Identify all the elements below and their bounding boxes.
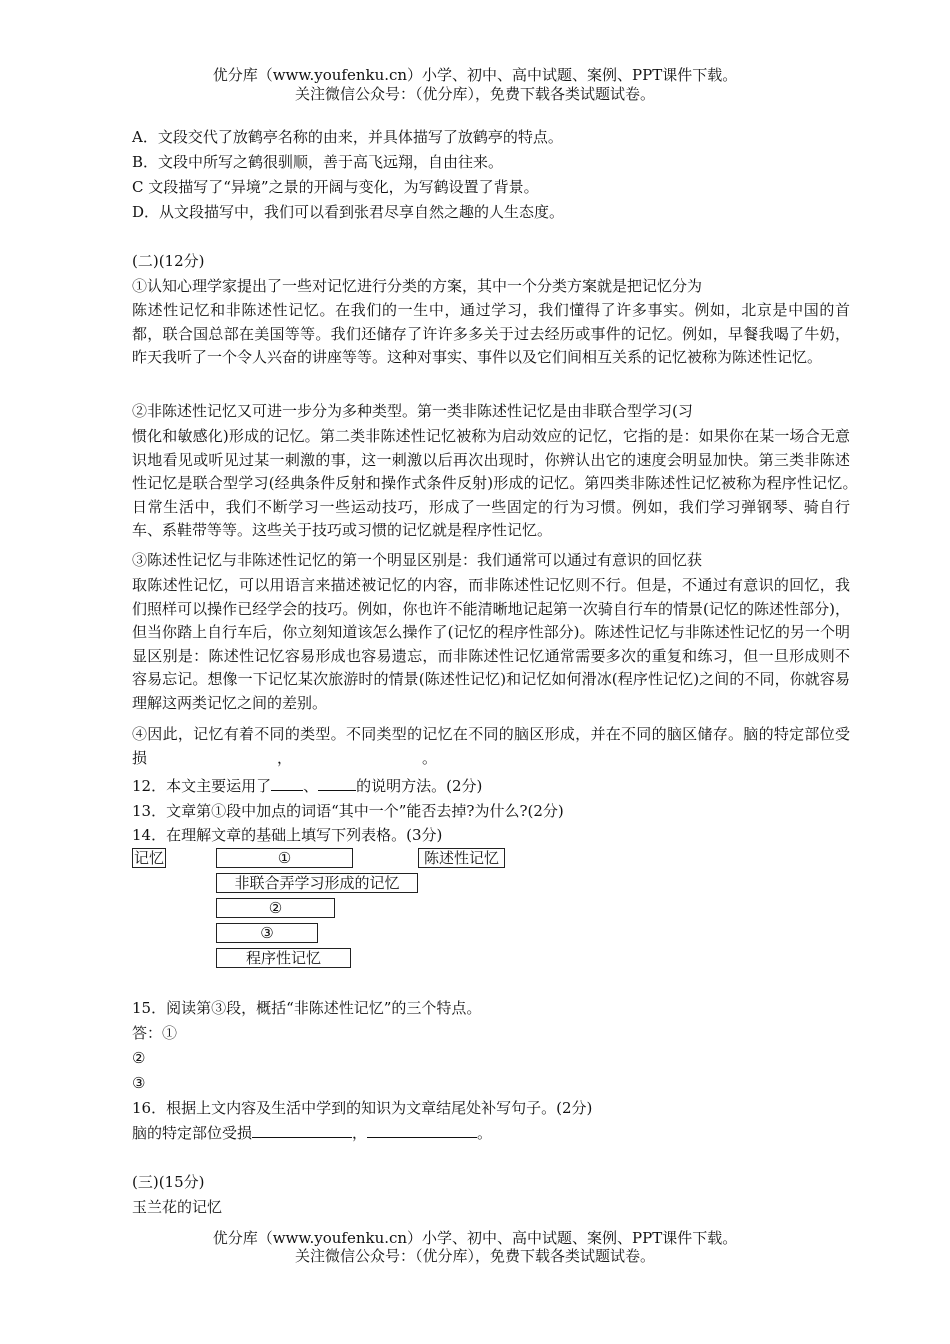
table-blank-3[interactable]: ③ bbox=[216, 923, 318, 943]
question-15-answer-1: 答：① bbox=[132, 1024, 178, 1042]
paragraph-4 bbox=[132, 723, 850, 770]
option-d: D．从文段描写中，我们可以看到张君尽享自然之趣的人生态度。 bbox=[132, 203, 565, 221]
question-16: 16．根据上文内容及生活中学到的知识为文章结尾处补写句子。(2分) bbox=[132, 1099, 593, 1117]
question-12-suffix: 的说明方法。(2分) bbox=[356, 777, 483, 795]
paragraph-4-tail: 特定部位受损 bbox=[132, 725, 850, 767]
question-15: 15．阅读第③段，概括“非陈述性记忆”的三个特点。 bbox=[132, 999, 482, 1017]
option-b: B．文段中所写之鹤很驯顺，善于高飞远翔，自由往来。 bbox=[132, 153, 504, 171]
paragraph-3-body: 取陈述性记忆，可以用语言来描述被记忆的内容，而非陈述性记忆则不行。但是，不通过有意识的回忆，我们照样可以操作已经学会的技巧。例如，你也许不能清晰地记起第一次骑自行车的情景(记忆的陈述性部分)，但当你踏上自行车后，你立刻知道该怎么操作了(记忆的程序性部分)。陈述性记忆与非陈述性记忆的另一个明显区别是：陈述性记忆容易形成也容易遗忘，而非陈述性记忆通常需要多次的重复和练习，但一旦形成则不容易忘记。想像一下记忆某次旅游时的情景(陈述性记忆)和记忆如何滑冰(程序性记忆)之间的不同，你就容易理解这两类记忆之间的差别。 bbox=[132, 576, 850, 712]
question-16-answer-line bbox=[132, 1122, 492, 1144]
question-15-answer-2: ② bbox=[132, 1049, 146, 1067]
paragraph-4-comma: ， bbox=[277, 748, 293, 767]
table-procedural-memory: 程序性记忆 bbox=[216, 948, 351, 968]
paragraph-1-first-line: ①认知心理学家提出了一些对记忆进行分类的方案，其中一个分类方案就是把记忆分为 bbox=[132, 277, 703, 295]
question-16-prefix: 脑的特定部位受损 bbox=[132, 1124, 253, 1142]
question-12-separator: 、 bbox=[303, 777, 319, 795]
table-declarative-memory: 陈述性记忆 bbox=[418, 848, 505, 868]
paragraph-4-end: 。 bbox=[422, 748, 438, 767]
section-2-title: (二)(12分) bbox=[132, 252, 205, 270]
footer-line-2: 关注微信公众号：（优分库），免费下载各类试题试卷。 bbox=[294, 1247, 655, 1265]
header-line-1: 优分库（www.youfenku.cn）小学、初中、高中试题、案例、PPT课件下载。 bbox=[212, 66, 738, 84]
question-12-text: 12．本文主要运用了 bbox=[132, 777, 272, 795]
answer-blank-16a[interactable] bbox=[252, 1122, 352, 1138]
question-12 bbox=[132, 775, 482, 797]
paragraph-4-text: ④因此，记忆有着不同的类型。不同类型的记忆在不同的脑区形成，并在不同的脑区储存。脑的 bbox=[132, 725, 774, 743]
paragraph-2-first-line: ②非陈述性记忆又可进一步分为多种类型。第一类非陈述性记忆是由非联合型学习(习 bbox=[132, 402, 693, 420]
section-3-title: (三)(15分) bbox=[132, 1173, 205, 1191]
table-root-memory: 记忆 bbox=[133, 849, 164, 867]
option-a: A．文段交代了放鹤亭名称的由来，并具体描写了放鹤亭的特点。 bbox=[132, 128, 563, 146]
header-line-2: 关注微信公众号：（优分库），免费下载各类试题试卷。 bbox=[294, 85, 655, 103]
paragraph-1-body: 陈述性记忆和非陈述性记忆。在我们的一生中，通过学习，我们懂得了许多事实。例如，北京是中国的首都，联合国总部在美国等等。我们还储存了许许多多关于过去经历或事件的记忆。例如，早餐我喝了牛奶，昨天我听了一个令人兴奋的讲座等等。这种对事实、事件以及它们间相互关系的记忆被称为陈述性记忆。 bbox=[132, 301, 850, 366]
paragraph-2-body: 惯化和敏感化)形成的记忆。第二类非陈述性记忆被称为启动效应的记忆，它指的是：如果你在某一场合无意识地看见或听见过某一刺激的事，这一刺激以后再次出现时，你辨认出它的速度会明显加快。第三类非陈述性记忆是联合型学习(经典条件反射和操作式条件反射)形成的记忆。第四类非陈述性记忆被称为程序性记忆。 日常生活中，我们不断学习一些运动技巧，形成了一些固定的行为习惯。例如，我们学习弹钢琴、骑自行车、系鞋带等等。这些关于技巧或习惯的记忆就是程序性记忆。 bbox=[132, 427, 866, 539]
section-3-subtitle: 玉兰花的记忆 bbox=[132, 1198, 223, 1216]
footer-line-1: 优分库（www.youfenku.cn）小学、初中、高中试题、案例、PPT课件下载。 bbox=[212, 1229, 738, 1247]
question-16-end: 。 bbox=[477, 1124, 493, 1142]
answer-blank-16b[interactable] bbox=[367, 1122, 477, 1138]
question-16-comma: ， bbox=[352, 1124, 368, 1142]
paragraph-3-first-line: ③陈述性记忆与非陈述性记忆的第一个明显区别是：我们通常可以通过有意识的回忆获 bbox=[132, 551, 703, 569]
question-13: 13．文章第①段中加点的词语“其中一个”能否去掉?为什么?(2分) bbox=[132, 802, 564, 820]
question-15-answer-3: ③ bbox=[132, 1074, 146, 1092]
table-nonassociative-memory: 非联合弄学习形成的记忆 bbox=[216, 873, 418, 893]
table-blank-2[interactable]: ② bbox=[216, 898, 335, 918]
table-blank-1[interactable]: ① bbox=[216, 848, 353, 868]
answer-blank-12a[interactable] bbox=[271, 775, 303, 791]
answer-blank-12b[interactable] bbox=[318, 775, 356, 791]
option-c: C 文段描写了“异境”之景的开阔与变化，为写鹤设置了背景。 bbox=[132, 178, 539, 196]
question-14: 14．在理解文章的基础上填写下列表格。(3分) bbox=[132, 826, 443, 844]
